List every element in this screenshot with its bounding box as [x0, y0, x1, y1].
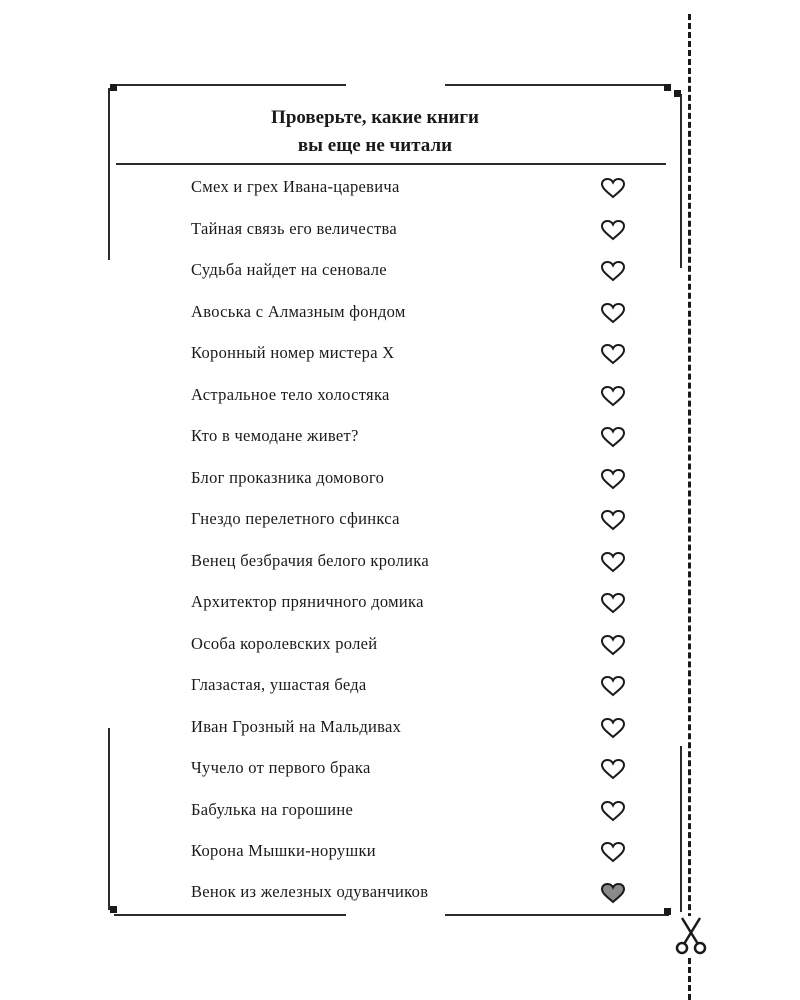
- heart-outline-icon[interactable]: [600, 302, 626, 324]
- book-title: Кто в чемодане живет?: [191, 426, 359, 445]
- book-title: Архитектор пряничного домика: [191, 592, 424, 611]
- book-title: Бабулька на горошине: [191, 800, 354, 819]
- list-item: [0, 176, 800, 216]
- page-title-line-2: вы еще не читали: [297, 135, 453, 156]
- book-title: Астральное тело холостяка: [191, 385, 390, 404]
- heart-outline-icon[interactable]: [600, 592, 626, 614]
- list-item: [0, 716, 800, 756]
- list-item: [0, 508, 800, 548]
- list-item: [0, 218, 800, 258]
- book-title: Венец безбрачия белого кролика: [191, 551, 429, 570]
- heart-outline-icon[interactable]: [600, 800, 626, 822]
- list-item: [0, 342, 800, 382]
- heart-filled-icon[interactable]: [600, 882, 626, 904]
- heart-outline-icon[interactable]: [600, 675, 626, 697]
- list-item: [0, 840, 800, 880]
- heart-outline-icon[interactable]: [600, 468, 626, 490]
- list-item: [0, 799, 800, 839]
- book-title: Корона Мышки-норушки: [191, 841, 376, 860]
- book-title: Чучело от первого брака: [191, 758, 371, 777]
- list-item: [0, 425, 800, 465]
- heart-outline-icon[interactable]: [600, 758, 626, 780]
- heart-outline-icon[interactable]: [600, 509, 626, 531]
- heart-outline-icon[interactable]: [600, 219, 626, 241]
- list-item: [0, 301, 800, 341]
- heart-outline-icon[interactable]: [600, 426, 626, 448]
- list-item: [0, 881, 800, 921]
- list-item: [0, 384, 800, 424]
- heart-outline-icon[interactable]: [600, 177, 626, 199]
- heart-outline-icon[interactable]: [600, 260, 626, 282]
- book-title: Гнездо перелетного сфинкса: [191, 509, 400, 528]
- list-item: [0, 550, 800, 590]
- list-item: [0, 633, 800, 673]
- list-item: [0, 674, 800, 714]
- book-title: Тайная связь его величества: [191, 219, 398, 238]
- book-title: Блог проказника домового: [191, 468, 385, 487]
- book-title: Глазастая, ушастая беда: [191, 675, 367, 694]
- book-title: Иван Грозный на Мальдивах: [191, 717, 402, 736]
- book-title: Особа королевских ролей: [191, 634, 378, 653]
- list-item: [0, 259, 800, 299]
- page-title-line-1: Проверьте, какие книги: [271, 107, 479, 128]
- book-title: Судьба найдет на сеновале: [191, 260, 387, 279]
- heart-outline-icon[interactable]: [600, 343, 626, 365]
- list-item: [0, 757, 800, 797]
- heart-outline-icon[interactable]: [600, 551, 626, 573]
- book-title: Коронный номер мистера Х: [191, 343, 395, 362]
- book-title: Венок из железных одуванчиков: [191, 882, 429, 901]
- list-item: [0, 467, 800, 507]
- book-title: Смех и грех Ивана-царевича: [191, 177, 400, 196]
- heart-outline-icon[interactable]: [600, 717, 626, 739]
- heart-outline-icon[interactable]: [600, 841, 626, 863]
- heart-outline-icon[interactable]: [600, 385, 626, 407]
- list-item: [0, 591, 800, 631]
- heart-outline-icon[interactable]: [600, 634, 626, 656]
- book-title: Авоська с Алмазным фондом: [191, 302, 406, 321]
